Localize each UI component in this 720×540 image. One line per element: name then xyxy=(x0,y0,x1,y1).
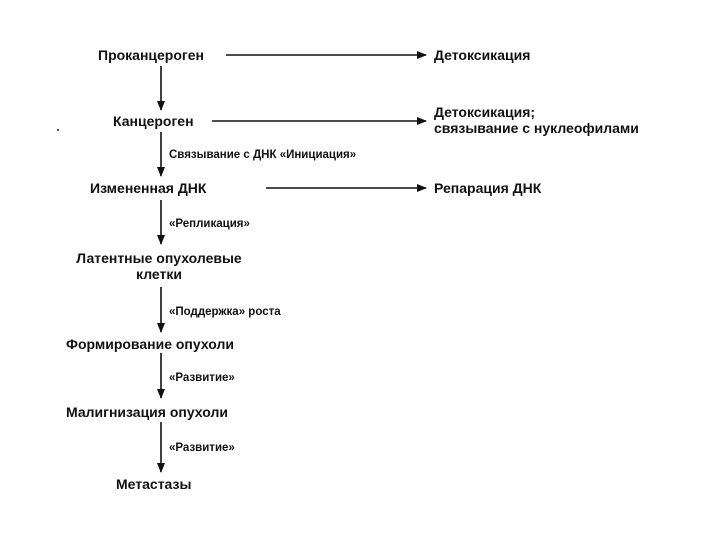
outcome-detoxication-1: Детоксикация xyxy=(434,47,531,63)
node-procarcinogen: Проканцероген xyxy=(98,47,204,63)
node-metastases: Метастазы xyxy=(116,476,192,492)
node-altered-dna: Измененная ДНК xyxy=(90,180,207,196)
node-latent-cells-line2: клетки xyxy=(136,266,182,282)
outcome-detoxication-2 xyxy=(434,104,639,136)
outcome-detoxication-2-line2: связывание с нуклеофилами xyxy=(434,120,639,136)
label-development-2: «Развитие» xyxy=(169,442,235,454)
outcome-detoxication-2-line1: Детоксикация; xyxy=(434,104,536,120)
node-malignization: Малигнизация опухоли xyxy=(66,404,228,420)
label-growth-support: «Поддержка» роста xyxy=(169,306,281,318)
node-latent-cells-line1: Латентные опухолевые xyxy=(76,250,242,266)
node-tumor-formation: Формирование опухоли xyxy=(66,336,234,352)
label-development-1: «Развитие» xyxy=(169,372,235,384)
stray-dot xyxy=(57,129,59,131)
outcome-dna-repair: Репарация ДНК xyxy=(434,180,542,196)
label-dna-binding: Связывание с ДНК «Инициация» xyxy=(169,149,357,161)
node-latent-cells xyxy=(64,250,254,282)
label-replication: «Репликация» xyxy=(169,218,250,230)
node-carcinogen: Канцероген xyxy=(113,113,194,129)
